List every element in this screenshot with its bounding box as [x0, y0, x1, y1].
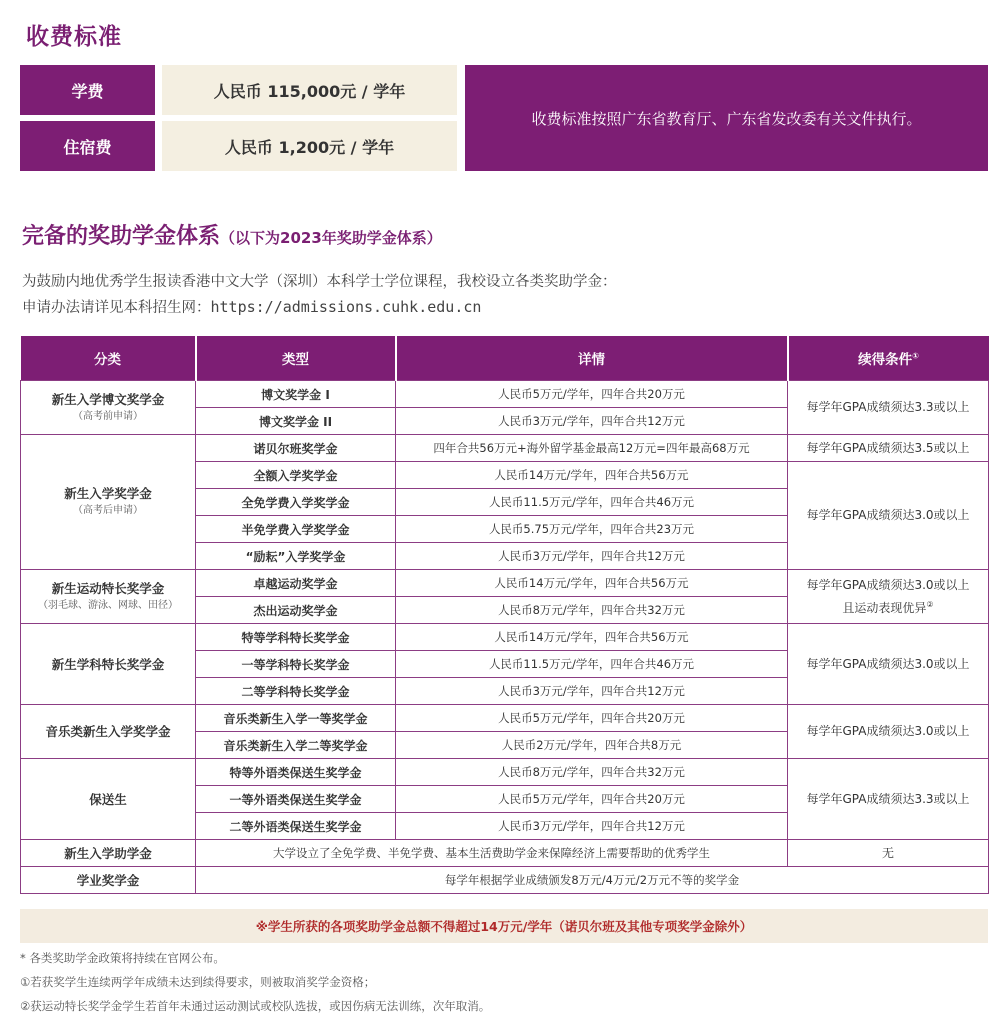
footnote-general: * 各类奖助学金政策将持续在官网公布。 [20, 951, 225, 965]
renewal-cell: 每学年GPA成绩须达3.3或以上 [788, 381, 989, 435]
total-cap-note: ※学生所获的各项奖助学金总额不得超过14万元/学年（诺贝尔班及其他专项奖学金除外） [20, 909, 988, 943]
type-cell: 卓越运动奖学金 [196, 570, 396, 597]
detail-cell: 人民币3万元/学年，四年合共12万元 [396, 678, 788, 705]
table-row [21, 570, 989, 597]
type-cell: 二等学科特长奖学金 [196, 678, 396, 705]
detail-cell: 人民币3万元/学年，四年合共12万元 [396, 408, 788, 435]
type-cell: 全免学费入学奖学金 [196, 489, 396, 516]
application-info [22, 296, 481, 317]
table-row [21, 867, 989, 894]
type-cell: 博文奖学金 I [196, 381, 396, 408]
type-cell: 音乐类新生入学一等奖学金 [196, 705, 396, 732]
detail-cell: 人民币14万元/学年，四年合共56万元 [396, 570, 788, 597]
type-cell: “励耘”入学奖学金 [196, 543, 396, 570]
detail-cell: 人民币14万元/学年，四年合共56万元 [396, 624, 788, 651]
footnote-1: ①若获奖学生连续两学年成绩未达到续得要求，则被取消奖学金资格； [20, 975, 376, 989]
table-row [21, 624, 989, 651]
grant-detail-cell: 大学设立了全免学费、半免学费、基本生活费助学金来保障经济上需要帮助的优秀学生 [196, 840, 788, 867]
type-cell: 特等外语类保送生奖学金 [196, 759, 396, 786]
type-cell: 全额入学奖学金 [196, 462, 396, 489]
renewal-cell: 每学年GPA成绩须达3.5或以上 [788, 435, 989, 462]
scholarship-title: 完备的奖助学金体系 [22, 224, 221, 249]
detail-cell: 人民币14万元/学年，四年合共56万元 [396, 462, 788, 489]
accommodation-value: 人民币 1,200元 / 学年 [162, 121, 457, 171]
detail-cell: 人民币5万元/学年，四年合共20万元 [396, 705, 788, 732]
category-cell: 保送生 [21, 759, 196, 840]
header-category: 分类 [21, 336, 196, 381]
table-row [21, 759, 989, 786]
category-name: 新生入学奖学金 [64, 486, 152, 501]
tuition-value: 人民币 115,000元 / 学年 [162, 65, 457, 115]
category-name: 新生运动特长奖学金 [51, 580, 165, 596]
table-row [21, 840, 989, 867]
type-cell: 音乐类新生入学二等奖学金 [196, 732, 396, 759]
renewal-line: 每学年GPA成绩须达3.0或以上 [806, 577, 970, 592]
footnote-2: ②获运动特长奖学金学生若首年未通过运动测试或校队选拔，或因伤病无法训练，次年取消。 [20, 999, 491, 1013]
fee-policy-note: 收费标准按照广东省教育厅、广东省发改委有关文件执行。 [465, 65, 988, 171]
detail-cell: 人民币5.75万元/学年，四年合共23万元 [396, 516, 788, 543]
scholarship-section-title [22, 219, 442, 250]
header-detail: 详情 [396, 336, 788, 381]
accommodation-label: 住宿费 [20, 121, 155, 171]
footnote-mark-1: ① [912, 351, 919, 361]
detail-cell: 人民币5万元/学年，四年合共20万元 [396, 786, 788, 813]
scholarship-table [20, 336, 989, 894]
renewal-cell: 每学年GPA成绩须达3.0或以上 [788, 705, 989, 759]
type-cell: 一等外语类保送生奖学金 [196, 786, 396, 813]
academic-detail-cell: 每学年根据学业成绩颁发8万元/4万元/2万元不等的奖学金 [196, 867, 989, 894]
renewal-cell [788, 570, 989, 624]
category-note: （羽毛球、游泳、网球、田径） [38, 599, 178, 611]
category-cell: 学业奖学金 [21, 867, 196, 894]
type-cell: 一等学科特长奖学金 [196, 651, 396, 678]
header-type: 类型 [196, 336, 396, 381]
detail-cell: 人民币3万元/学年，四年合共12万元 [396, 543, 788, 570]
header-renewal-text: 续得条件 [858, 352, 913, 368]
table-row [21, 435, 989, 462]
detail-cell: 人民币11.5万元/学年，四年合共46万元 [396, 651, 788, 678]
renewal-cell: 每学年GPA成绩须达3.0或以上 [788, 624, 989, 705]
category-cell [21, 570, 196, 624]
type-cell: 二等外语类保送生奖学金 [196, 813, 396, 840]
renewal-cell: 无 [788, 840, 989, 867]
table-row [21, 381, 989, 408]
header-renewal [788, 336, 989, 381]
category-cell: 音乐类新生入学奖学金 [21, 705, 196, 759]
detail-cell: 人民币2万元/学年，四年合共8万元 [396, 732, 788, 759]
table-row [21, 705, 989, 732]
scholarship-subtitle: （以下为2023年奖助学金体系） [220, 229, 442, 247]
category-note: （高考后申请） [73, 505, 143, 516]
detail-cell: 人民币3万元/学年，四年合共12万元 [396, 813, 788, 840]
category-name: 新生入学博文奖学金 [51, 391, 165, 407]
renewal-cell: 每学年GPA成绩须达3.3或以上 [788, 759, 989, 840]
type-cell: 诺贝尔班奖学金 [196, 435, 396, 462]
type-cell: 杰出运动奖学金 [196, 597, 396, 624]
detail-cell: 人民币11.5万元/学年，四年合共46万元 [396, 489, 788, 516]
tuition-label: 学费 [20, 65, 155, 115]
scholarship-intro: 为鼓励内地优秀学生报读香港中文大学（深圳）本科学士学位课程，我校设立各类奖助学金： [22, 274, 617, 290]
detail-cell: 四年合共56万元+海外留学基金最高12万元=四年最高68万元 [396, 435, 788, 462]
detail-cell: 人民币8万元/学年，四年合共32万元 [396, 597, 788, 624]
detail-cell: 人民币8万元/学年，四年合共32万元 [396, 759, 788, 786]
fee-section-title: 收费标准 [26, 24, 122, 50]
type-cell: 博文奖学金 II [196, 408, 396, 435]
renewal-line: 且运动表现优异 [842, 600, 927, 615]
type-cell: 特等学科特长奖学金 [196, 624, 396, 651]
type-cell: 半免学费入学奖学金 [196, 516, 396, 543]
category-cell [21, 381, 196, 435]
category-note: （高考前申请） [73, 410, 143, 422]
category-cell: 新生入学助学金 [21, 840, 196, 867]
admissions-link[interactable]: https://admissions.cuhk.edu.cn [210, 298, 482, 316]
application-info-prefix: 申请办法请详见本科招生网： [22, 300, 211, 316]
category-cell [21, 435, 196, 570]
detail-cell: 人民币5万元/学年，四年合共20万元 [396, 381, 788, 408]
table-header-row [21, 336, 989, 381]
footnote-mark-2: ② [926, 599, 934, 609]
category-cell: 新生学科特长奖学金 [21, 624, 196, 705]
renewal-cell: 每学年GPA成绩须达3.0或以上 [788, 462, 989, 570]
